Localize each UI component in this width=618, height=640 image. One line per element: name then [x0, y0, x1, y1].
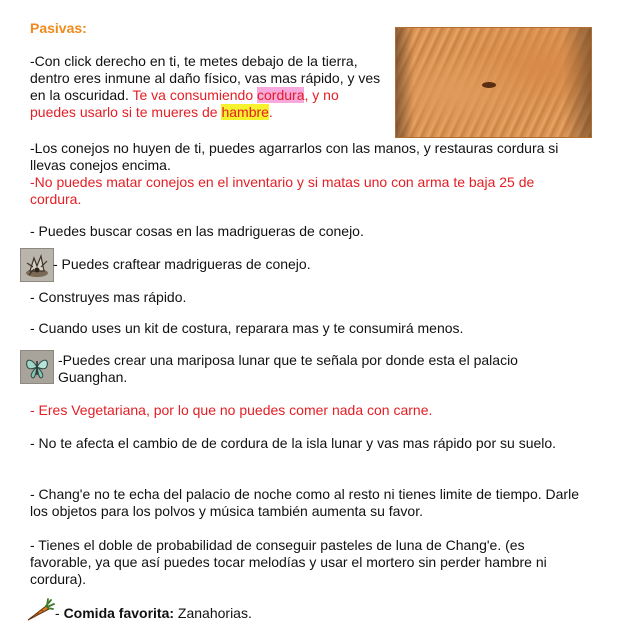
favorite-label: Comida favorita: [63, 605, 175, 621]
section-heading: Pasivas: [30, 20, 87, 36]
paragraph-craft-burrows: - Puedes craftear madrigueras de conejo. [53, 256, 311, 272]
burrow-text: -Con click derecho en ti, te metes debajo de la tierra, dentro eres inmune al daño físico, vas mas rápido, y ves en la oscuridad. [30, 53, 381, 103]
paragraph-lunar-island: - No te afecta el cambio de de cordura de la isla lunar y vas mas rápido por su suelo. [30, 435, 557, 451]
paragraph-rabbits [30, 140, 585, 208]
highlight-cordura: cordura [257, 87, 305, 103]
image-shade-left [396, 28, 414, 137]
paragraph-sewing-kit: - Cuando uses un kit de costura, reparara mas y te consumirá menos. [30, 320, 464, 336]
rabbits-warning: -No puedes matar conejos en el inventario y si matas uno con arma te baja 25 de cordura. [30, 174, 535, 207]
paragraph-build-faster: - Construyes mas rápido. [30, 289, 187, 305]
favorite-prefix: - [55, 605, 64, 621]
paragraph-search-burrows: - Puedes buscar cosas en las madrigueras de conejo. [30, 223, 364, 239]
paragraph-favorite-food [55, 605, 610, 622]
paragraph-palace: - Chang'e no te echa del palacio de noche como al resto ni tienes limite de tiempo. Darle los objetos para los polvos y música también aumenta su favor. [30, 486, 579, 519]
burrow-ground-image [395, 27, 592, 138]
image-shade-right [563, 28, 591, 137]
paragraph-moon-cakes: - Tienes el doble de probabilidad de conseguir pasteles de luna de Chang'e. (es favorable, ya que así puedes tocar melodías y usar el mortero sin perder hambre ni cordura). [30, 537, 547, 587]
warning-text-1: Te va consumiendo [132, 87, 258, 103]
burrow-mark [482, 82, 496, 88]
paragraph-moon-moth: -Puedes crear una mariposa lunar que te señala por donde esta el palacio Guanghan. [58, 352, 518, 385]
paragraph-burrow [30, 53, 385, 121]
highlight-hambre: hambre [221, 104, 269, 120]
carrot-icon [24, 598, 56, 624]
rabbits-text: -Los conejos no huyen de ti, puedes agarrarlos con las manos, y restauras cordura si llevas conejos encima. [30, 140, 559, 173]
favorite-value: Zanahorias. [174, 605, 252, 621]
moon-moth-icon [20, 350, 54, 384]
paragraph-vegetarian: - Eres Vegetariana, por lo que no puedes comer nada con carne. [30, 402, 433, 418]
rabbit-hole-icon [20, 248, 54, 282]
warning-text-2: , y no puedes usarlo si te mueres de [30, 87, 339, 120]
warning-text-3: . [268, 104, 273, 120]
